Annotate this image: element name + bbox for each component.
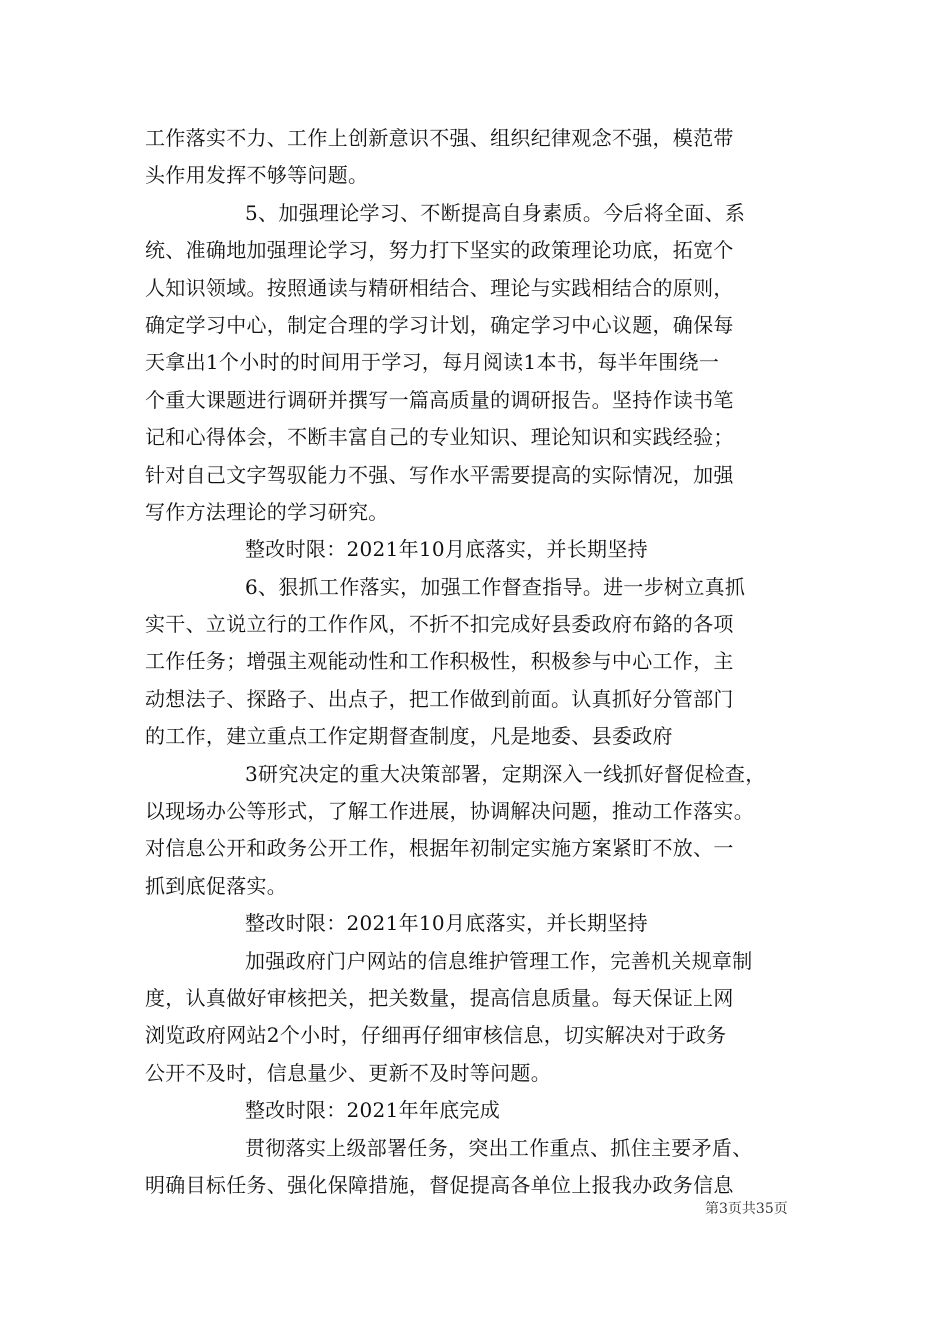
text-line: 人知识领域。按照通读与精研相结合、理论与实践相结合的原则， (145, 275, 734, 300)
text-line: 度，认真做好审核把关，把关数量，提高信息质量。每天保证上网 (145, 985, 734, 1010)
text-line: 个重大课题进行调研并撰写一篇高质量的调研报告。坚持作读书笔 (145, 387, 734, 412)
text-line: 针对自己文字驾驭能力不强、写作水平需要提高的实际情况，加强 (145, 462, 734, 487)
text-line: 天拿出1个小时的时间用于学习，每月阅读1本书，每半年围绕一 (145, 350, 720, 375)
text-line: 整改时限：2021年10月底落实，并长期坚持 (245, 537, 648, 562)
text-line: 动想法子、探路子、出点子，把工作做到前面。认真抓好分管部门 (145, 686, 734, 711)
text-line: 整改时限：2021年年底完成 (245, 1098, 501, 1123)
text-line: 公开不及时，信息量少、更新不及时等问题。 (145, 1060, 551, 1085)
text-line: 6、狠抓工作落实，加强工作督查指导。进一步树立真抓 (245, 574, 746, 599)
text-line: 实干、立说立行的工作作风，不折不扣完成好县委政府布鉻的各项 (145, 612, 734, 637)
text-line: 明确目标任务、强化保障措施，督促提高各单位上报我办政务信息 (145, 1172, 734, 1197)
text-line: 浏览政府网站2个小时，仔细再仔细审核信息，切实解决对于政务 (145, 1023, 727, 1048)
text-line: 3研究决定的重大决策部署，定期深入一线抓好督促检查， (245, 761, 766, 786)
text-line: 工作落实不力、工作上创新意识不强、组织纪律观念不强，模范带 (145, 126, 734, 150)
text-line: 记和心得体会，不断丰富自己的专业知识、理论知识和实践经验； (145, 425, 734, 450)
text-line: 5、加强理论学习、不断提高自身素质。今后将全面、系 (245, 200, 746, 225)
text-line: 统、准确地加强理论学习，努力打下坚实的政策理论功底，拓宽个 (145, 238, 734, 263)
text-line: 确定学习中心，制定合理的学习计划，确定学习中心议题，确保每 (145, 312, 734, 337)
page-number-footer: 第3页共35页 (705, 1201, 788, 1217)
text-line: 加强政府门户网站的信息维护管理工作，完善机关规章制 (245, 948, 753, 973)
text-line: 对信息公开和政务公开工作，根据年初制定实施方案紧盯不放、一 (145, 836, 734, 861)
text-line: 的工作，建立重点工作定期督查制度，凡是地委、县委政府 (145, 724, 673, 749)
document-body (145, 120, 810, 1204)
text-line: 贯彻落实上级部署任务，突出工作重点、抓住主要矛盾、 (245, 1135, 753, 1160)
text-line: 头作用发挥不够等问题。 (145, 163, 369, 188)
text-line: 写作方法理论的学习研究。 (145, 499, 389, 524)
text-line: 整改时限：2021年10月底落实，并长期坚持 (245, 911, 648, 936)
text-line: 工作任务；增强主观能动性和工作积极性，积极参与中心工作，主 (145, 649, 734, 674)
text-line: 以现场办公等形式，了解工作进展，协调解决问题，推动工作落实。 (145, 799, 754, 824)
text-line: 抓到底促落实。 (145, 873, 288, 898)
